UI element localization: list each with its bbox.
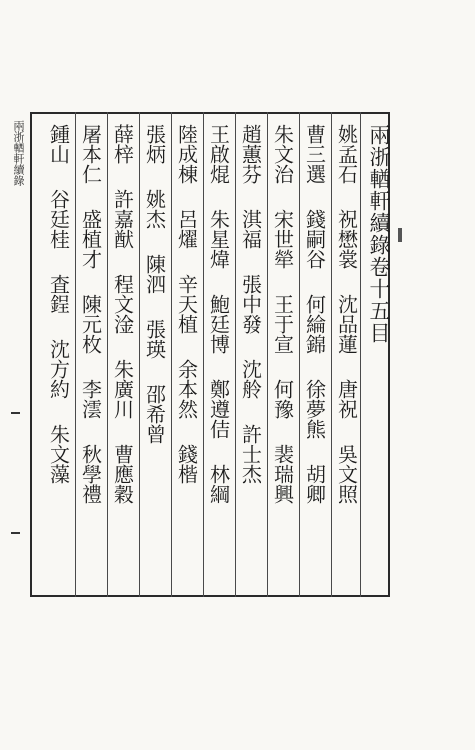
author-name: 何豫: [270, 379, 295, 419]
author-name: 姚杰: [142, 189, 167, 229]
author-name: 査鋥: [46, 274, 71, 314]
author-name: 陳泗: [142, 254, 167, 294]
author-name: 胡卿: [302, 464, 327, 504]
name-column: [105, 124, 139, 504]
name-column: [201, 124, 235, 504]
author-name: 邵希曾: [142, 384, 167, 444]
author-name: 曹三選: [302, 124, 327, 184]
author-name: 宋世犖: [270, 209, 295, 269]
author-name: 程文淦: [110, 274, 135, 334]
author-name: 許士杰: [238, 424, 263, 484]
author-name: 谷廷桂: [46, 189, 71, 249]
author-name: 王于宣: [270, 294, 295, 354]
author-name: 李澐: [78, 379, 103, 419]
author-name: 王啟焜: [206, 124, 231, 184]
author-name: 鍾山: [46, 124, 71, 164]
author-name: 屠本仁: [78, 124, 103, 184]
author-name: 薛梓: [110, 124, 135, 164]
name-column: [297, 124, 331, 504]
name-column: [169, 124, 203, 484]
name-column: [329, 124, 363, 504]
author-name: 張炳: [142, 124, 167, 164]
author-name: 錢嗣谷: [302, 209, 327, 269]
gutter-title: 兩浙輶軒續錄: [12, 120, 25, 186]
author-name: 陳元枚: [78, 294, 103, 354]
name-column: [41, 124, 75, 484]
author-name: 沈品蓮: [334, 294, 359, 354]
author-name: 朱廣川: [110, 359, 135, 419]
author-name: 許嘉猷: [110, 189, 135, 249]
author-name: 秋學禮: [78, 444, 103, 504]
author-name: 辛天植: [174, 274, 199, 334]
gutter-strip: [8, 112, 24, 597]
author-name: 何綸錦: [302, 294, 327, 354]
author-name: 朱星煒: [206, 209, 231, 269]
title-column: [362, 124, 396, 344]
author-name: 曹應穀: [110, 444, 135, 504]
name-column: [73, 124, 107, 504]
author-name: 盛植才: [78, 209, 103, 269]
author-name: 趙蕙芬: [238, 124, 263, 184]
author-name: 徐夢熊: [302, 379, 327, 439]
author-name: 張瑛: [142, 319, 167, 359]
name-column: [233, 124, 267, 484]
author-name: 呂燿: [174, 209, 199, 249]
name-column: [265, 124, 299, 504]
author-name: 祝懋裳: [334, 209, 359, 269]
author-name: 朱文藻: [46, 424, 71, 484]
author-name: 朱文治: [270, 124, 295, 184]
author-name: 姚孟石: [334, 124, 359, 184]
author-name: 張中發: [238, 274, 263, 334]
margin-mark: [398, 228, 402, 242]
author-name: 吳文照: [334, 444, 359, 504]
author-name: 鮑廷博: [206, 294, 231, 354]
author-name: 錢楷: [174, 444, 199, 484]
name-column: [137, 124, 171, 444]
author-name: 余本然: [174, 359, 199, 419]
author-name: 鄭遵佶: [206, 379, 231, 439]
author-name: 沈方約: [46, 339, 71, 399]
author-name: 唐祝: [334, 379, 359, 419]
author-name: 沈舲: [238, 359, 263, 399]
author-name: 淇福: [238, 209, 263, 249]
author-name: 裴瑞興: [270, 444, 295, 504]
volume-title: 兩浙輶軒續錄卷十五目: [367, 124, 391, 344]
author-name: 陸成棟: [174, 124, 199, 184]
author-name: 林綱: [206, 464, 231, 504]
